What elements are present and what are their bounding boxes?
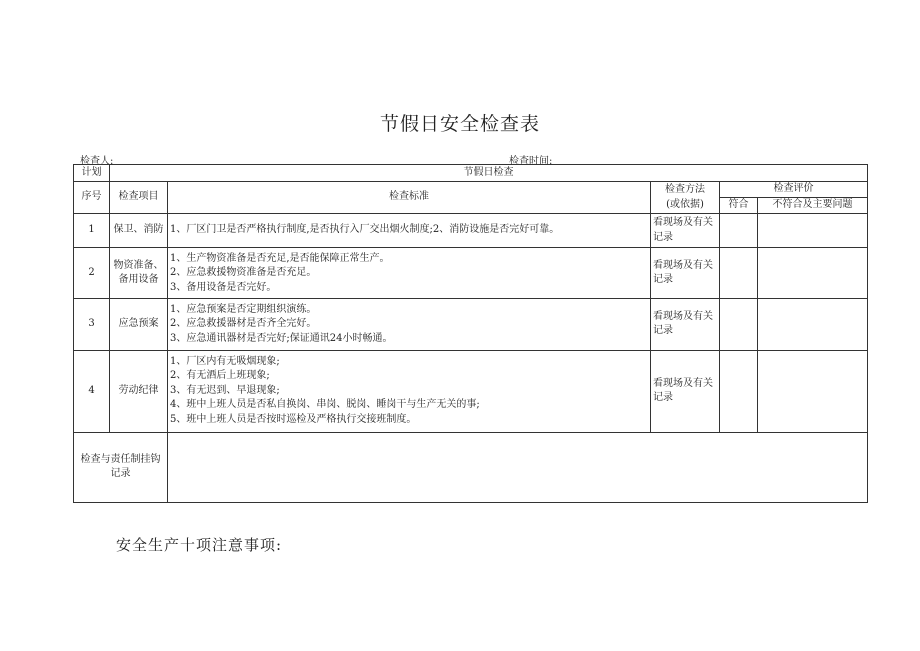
plan-value: 节假日检查 xyxy=(110,165,868,182)
row-method: 看现场及有关记录 xyxy=(651,350,720,432)
row-pass xyxy=(720,350,758,432)
table-row xyxy=(74,248,868,299)
header-evaluation: 检查评价 xyxy=(720,182,868,198)
footer-heading: 安全生产十项注意事项: xyxy=(116,536,283,554)
header-fail: 不符合及主要问题 xyxy=(758,198,868,214)
row-criteria xyxy=(168,350,651,432)
row-item: 劳动纪律 xyxy=(110,350,168,432)
header-item: 检查项目 xyxy=(110,182,168,214)
criteria-line: 1、应急预案是否定期组织演练。 xyxy=(170,303,317,315)
criteria-line: 2、应急救援物资准备是否充足。 xyxy=(170,267,317,279)
criteria-line: 1、生产物资准备是否充足,是否能保障正常生产。 xyxy=(170,252,390,264)
row-criteria xyxy=(168,299,651,350)
criteria-line: 1、厂区内有无吸烟现象; xyxy=(170,355,280,367)
criteria-line: 2、应急救援器材是否齐全完好。 xyxy=(170,318,317,330)
criteria-line: 1、厂区门卫是否严格执行制度,是否执行入厂交出烟火制度;2、消防设施是否完好可靠。 xyxy=(170,224,560,236)
plan-label: 计划 xyxy=(74,165,110,182)
record-label: 检查与责任制挂钩记录 xyxy=(74,432,168,502)
record-value xyxy=(168,432,868,502)
row-item: 应急预案 xyxy=(110,299,168,350)
row-method: 看现场及有关记录 xyxy=(651,214,720,248)
plan-row xyxy=(74,165,868,182)
row-fail xyxy=(758,248,868,299)
page-title: 节假日安全检查表 xyxy=(379,113,540,135)
header-method-line1: 检查方法 xyxy=(665,184,705,196)
criteria-line: 3、应急通讯器材是否完好;保证通讯24小时畅通。 xyxy=(170,332,393,344)
row-fail xyxy=(758,299,868,350)
header-no: 序号 xyxy=(74,182,110,214)
row-method: 看现场及有关记录 xyxy=(651,248,720,299)
inspection-time-label: 检查时间: xyxy=(509,156,553,167)
criteria-line: 4、班中上班人员是否私自换岗、串岗、脱岗、睡岗干与生产无关的事; xyxy=(170,399,480,411)
row-criteria xyxy=(168,248,651,299)
row-fail xyxy=(758,350,868,432)
criteria-line: 3、有无迟到、早退现象; xyxy=(170,384,280,396)
table-row xyxy=(74,299,868,350)
row-no: 2 xyxy=(74,248,110,299)
inspector-label: 检查人: xyxy=(80,156,114,167)
row-fail xyxy=(758,214,868,248)
row-no: 4 xyxy=(74,350,110,432)
header-standard: 检查标准 xyxy=(168,182,651,214)
header-pass: 符合 xyxy=(720,198,758,214)
header-method-line2: (或依据) xyxy=(666,198,704,210)
header-method xyxy=(651,182,720,214)
record-row xyxy=(74,432,868,502)
row-pass xyxy=(720,214,758,248)
inspection-table xyxy=(73,164,868,503)
row-item: 保卫、消防 xyxy=(110,214,168,248)
criteria-line: 5、班中上班人员是否按时巡检及严格执行交接班制度。 xyxy=(170,413,417,425)
table-row xyxy=(74,350,868,432)
header-row xyxy=(74,182,868,198)
row-item: 物资准备、备用设备 xyxy=(110,248,168,299)
row-no: 1 xyxy=(74,214,110,248)
row-pass xyxy=(720,299,758,350)
table-row xyxy=(74,214,868,248)
row-criteria xyxy=(168,214,651,248)
row-no: 3 xyxy=(74,299,110,350)
row-pass xyxy=(720,248,758,299)
row-method: 看现场及有关记录 xyxy=(651,299,720,350)
criteria-line: 2、有无酒后上班现象; xyxy=(170,370,270,382)
criteria-line: 3、备用设备是否完好。 xyxy=(170,281,277,293)
